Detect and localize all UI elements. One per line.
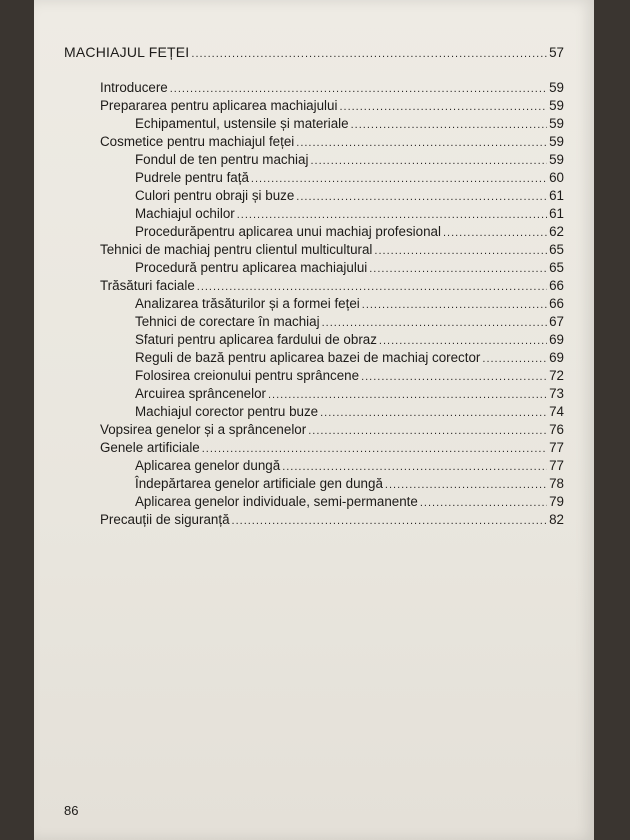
toc-page: 60	[549, 170, 564, 185]
toc-title: Sfaturi pentru aplicarea fardului de obraz	[135, 332, 377, 347]
toc-entry	[100, 440, 564, 457]
toc-entry	[135, 206, 564, 223]
toc-title: Fondul de ten pentru machiaj	[135, 152, 309, 167]
toc-page: 82	[549, 512, 564, 527]
dot-leader	[322, 315, 548, 331]
toc-page: 77	[549, 458, 564, 473]
toc-page: 66	[549, 278, 564, 293]
dot-leader	[296, 135, 547, 151]
toc-entry-chapter	[64, 44, 564, 62]
toc-page: 77	[549, 440, 564, 455]
toc-title: Procedură pentru aplicarea machiajului	[135, 260, 368, 275]
page-number: 86	[64, 803, 79, 818]
toc-title: Precauții de siguranță	[100, 512, 230, 527]
toc-page: 72	[549, 368, 564, 383]
toc-entry	[135, 368, 564, 385]
dot-leader	[308, 423, 547, 439]
dot-leader	[232, 513, 548, 529]
toc-title: Procedurăpentru aplicarea unui machiaj profesional	[135, 224, 441, 239]
dot-leader	[379, 333, 547, 349]
toc-page: 73	[549, 386, 564, 401]
dot-leader	[310, 153, 547, 169]
toc-entry	[135, 152, 564, 169]
table-of-contents	[34, 0, 594, 840]
toc-entry	[100, 278, 564, 295]
toc-title: Genele artificiale	[100, 440, 200, 455]
dot-leader	[251, 171, 547, 187]
toc-title: Machiajul corector pentru buze	[135, 404, 319, 419]
toc-entry	[135, 350, 564, 367]
toc-title: Reguli de bază pentru aplicarea bazei de machiaj corector	[135, 350, 481, 365]
dot-leader	[362, 297, 547, 313]
dot-leader	[282, 459, 547, 475]
toc-entry	[100, 512, 564, 529]
dot-leader	[170, 81, 547, 97]
toc-title: Introducere	[100, 80, 168, 95]
toc-title: Echipamentul, ustensile și materiale	[135, 116, 349, 131]
dot-leader	[443, 225, 547, 241]
toc-entry	[135, 188, 564, 205]
toc-title: Arcuirea sprâncenelor	[135, 386, 266, 401]
toc-page: 59	[549, 116, 564, 131]
toc-title: Cosmetice pentru machiajul feței	[100, 134, 295, 149]
toc-page: 59	[549, 152, 564, 167]
dot-leader	[374, 243, 547, 259]
dot-leader	[202, 441, 547, 457]
toc-title: Trăsături faciale	[100, 278, 195, 293]
dot-leader	[268, 387, 547, 403]
toc-entry	[100, 134, 564, 151]
book-page	[34, 0, 594, 840]
toc-page: 59	[549, 80, 564, 95]
toc-page: 59	[549, 98, 564, 113]
toc-title: Culori pentru obraji și buze	[135, 188, 295, 203]
dot-leader	[197, 279, 547, 295]
dot-leader	[369, 261, 547, 277]
toc-page: 74	[549, 404, 564, 419]
toc-title: Machiajul ochilor	[135, 206, 235, 221]
toc-entry	[135, 494, 564, 511]
toc-page: 78	[549, 476, 564, 491]
dot-leader	[351, 117, 547, 133]
toc-title: Analizarea trăsăturilor și a formei feței	[135, 296, 360, 311]
toc-entry	[100, 98, 564, 115]
dot-leader	[339, 99, 547, 115]
toc-title: Aplicarea genelor dungă	[135, 458, 281, 473]
dot-leader	[320, 405, 547, 421]
toc-page: 61	[549, 188, 564, 203]
toc-page: 61	[549, 206, 564, 221]
dot-leader	[482, 351, 547, 367]
toc-entry	[100, 80, 564, 97]
toc-entry	[135, 260, 564, 277]
toc-entry	[100, 242, 564, 259]
toc-title: Pudrele pentru față	[135, 170, 249, 185]
toc-page: 69	[549, 350, 564, 365]
toc-title: Aplicarea genelor individuale, semi-permanente	[135, 494, 418, 509]
toc-entry	[135, 332, 564, 349]
toc-entry	[100, 422, 564, 439]
toc-page: 65	[549, 260, 564, 275]
toc-page: 65	[549, 242, 564, 257]
toc-title: MACHIAJUL FEȚEI	[64, 44, 190, 60]
dot-leader	[296, 189, 547, 205]
toc-page: 59	[549, 134, 564, 149]
toc-entry	[135, 314, 564, 331]
dot-leader	[385, 477, 547, 493]
toc-page: 67	[549, 314, 564, 329]
toc-entry	[135, 404, 564, 421]
dot-leader	[420, 495, 547, 511]
toc-entry	[135, 224, 564, 241]
toc-title: Prepararea pentru aplicarea machiajului	[100, 98, 338, 113]
toc-title: Tehnici de machiaj pentru clientul multicultural	[100, 242, 373, 257]
toc-entry	[135, 116, 564, 133]
dot-leader	[361, 369, 547, 385]
toc-title: Îndepărtarea genelor artificiale gen dungă	[135, 476, 383, 491]
toc-entry	[135, 386, 564, 403]
toc-title: Folosirea creionului pentru sprâncene	[135, 368, 360, 383]
dot-leader	[237, 207, 547, 223]
toc-page: 62	[549, 224, 564, 239]
toc-page: 57	[549, 45, 564, 60]
toc-entry	[135, 476, 564, 493]
toc-entry	[135, 458, 564, 475]
toc-title: Tehnici de corectare în machiaj	[135, 314, 320, 329]
toc-page: 69	[549, 332, 564, 347]
toc-page: 79	[549, 494, 564, 509]
toc-entry	[135, 296, 564, 313]
toc-entry	[135, 170, 564, 187]
toc-title: Vopsirea genelor și a sprâncenelor	[100, 422, 307, 437]
toc-page: 76	[549, 422, 564, 437]
dot-leader	[191, 46, 547, 62]
toc-page: 66	[549, 296, 564, 311]
